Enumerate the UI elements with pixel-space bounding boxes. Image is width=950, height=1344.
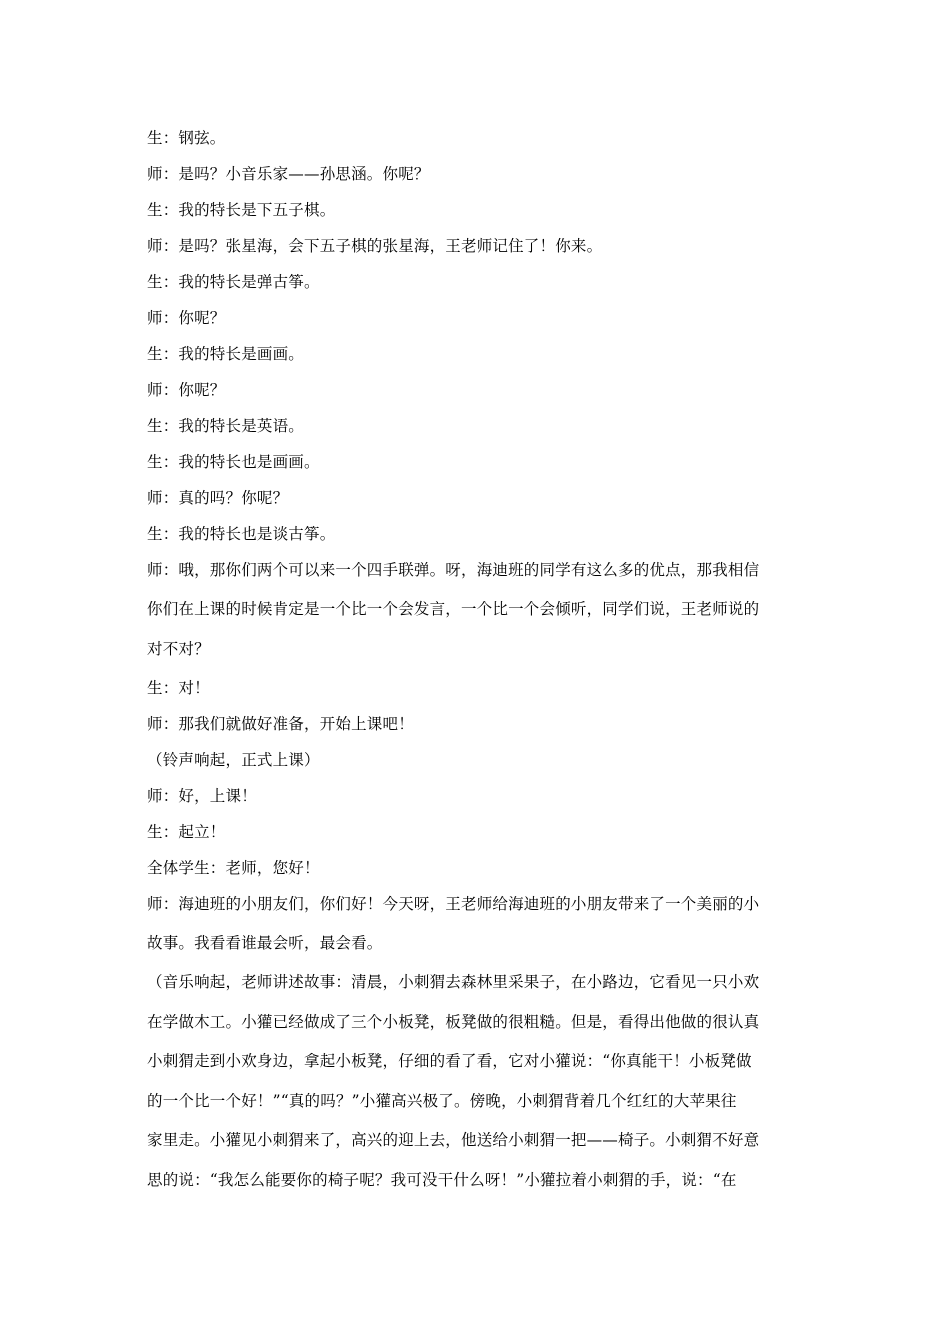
text-line: 生：我的特长也是画画。 [147,453,320,471]
text-line: 师：真的吗？你呢？ [147,489,289,507]
text-line: 生：我的特长是弹古筝。 [147,273,320,291]
text-line: 师：是吗？小音乐家——孙思涵。你呢？ [147,165,430,183]
text-line: （铃声响起，正式上课） [147,751,320,769]
text-line: 在学做木工。小獾已经做成了三个小板凳，板凳做的很粗糙。但是，看得出他做的很认真 [147,1013,760,1031]
text-line: 小刺猬走到小欢身边，拿起小板凳，仔细的看了看，它对小獾说：“你真能干！小板凳做 [147,1052,752,1070]
text-line: 师：好，上课！ [147,787,257,805]
text-line: 师：是吗？张星海，会下五子棋的张星海，王老师记住了！你来。 [147,237,603,255]
text-line: （音乐响起，老师讲述故事：清晨，小刺猬去森林里采果子，在小路边，它看见一只小欢 [147,973,760,991]
text-line: 的一个比一个好！”“真的吗？”小獾高兴极了。傍晚，小刺猬背着几个红红的大苹果往 [147,1092,737,1110]
text-line: 全体学生：老师，您好！ [147,859,320,877]
text-line: 师：你呢？ [147,381,226,399]
text-line: 生：我的特长也是谈古筝。 [147,525,336,543]
text-line: 对不对？ [147,640,210,658]
text-line: 师：那我们就做好准备，开始上课吧！ [147,715,414,733]
text-line: 生：我的特长是画画。 [147,345,305,363]
text-line: 生：我的特长是下五子棋。 [147,201,336,219]
text-line: 生：起立！ [147,823,226,841]
text-line: 生：我的特长是英语。 [147,417,305,435]
text-line: 生：对！ [147,679,210,697]
text-line: 师：你呢？ [147,309,226,327]
text-line: 师：海迪班的小朋友们，你们好！今天呀，王老师给海迪班的小朋友带来了一个美丽的小 [147,895,760,913]
text-line: 你们在上课的时候肯定是一个比一个会发言，一个比一个会倾听，同学们说，王老师说的 [147,600,760,618]
text-line: 生：钢弦。 [147,129,226,147]
text-line: 师：哦，那你们两个可以来一个四手联弹。呀，海迪班的同学有这么多的优点，那我相信 [147,561,760,579]
text-line: 故事。我看看谁最会听，最会看。 [147,934,383,952]
text-line: 思的说：“我怎么能要你的椅子呢？我可没干什么呀！”小獾拉着小刺猬的手，说：“在 [147,1171,737,1189]
text-line: 家里走。小獾见小刺猬来了，高兴的迎上去，他送给小刺猬一把——椅子。小刺猬不好意 [147,1131,760,1149]
